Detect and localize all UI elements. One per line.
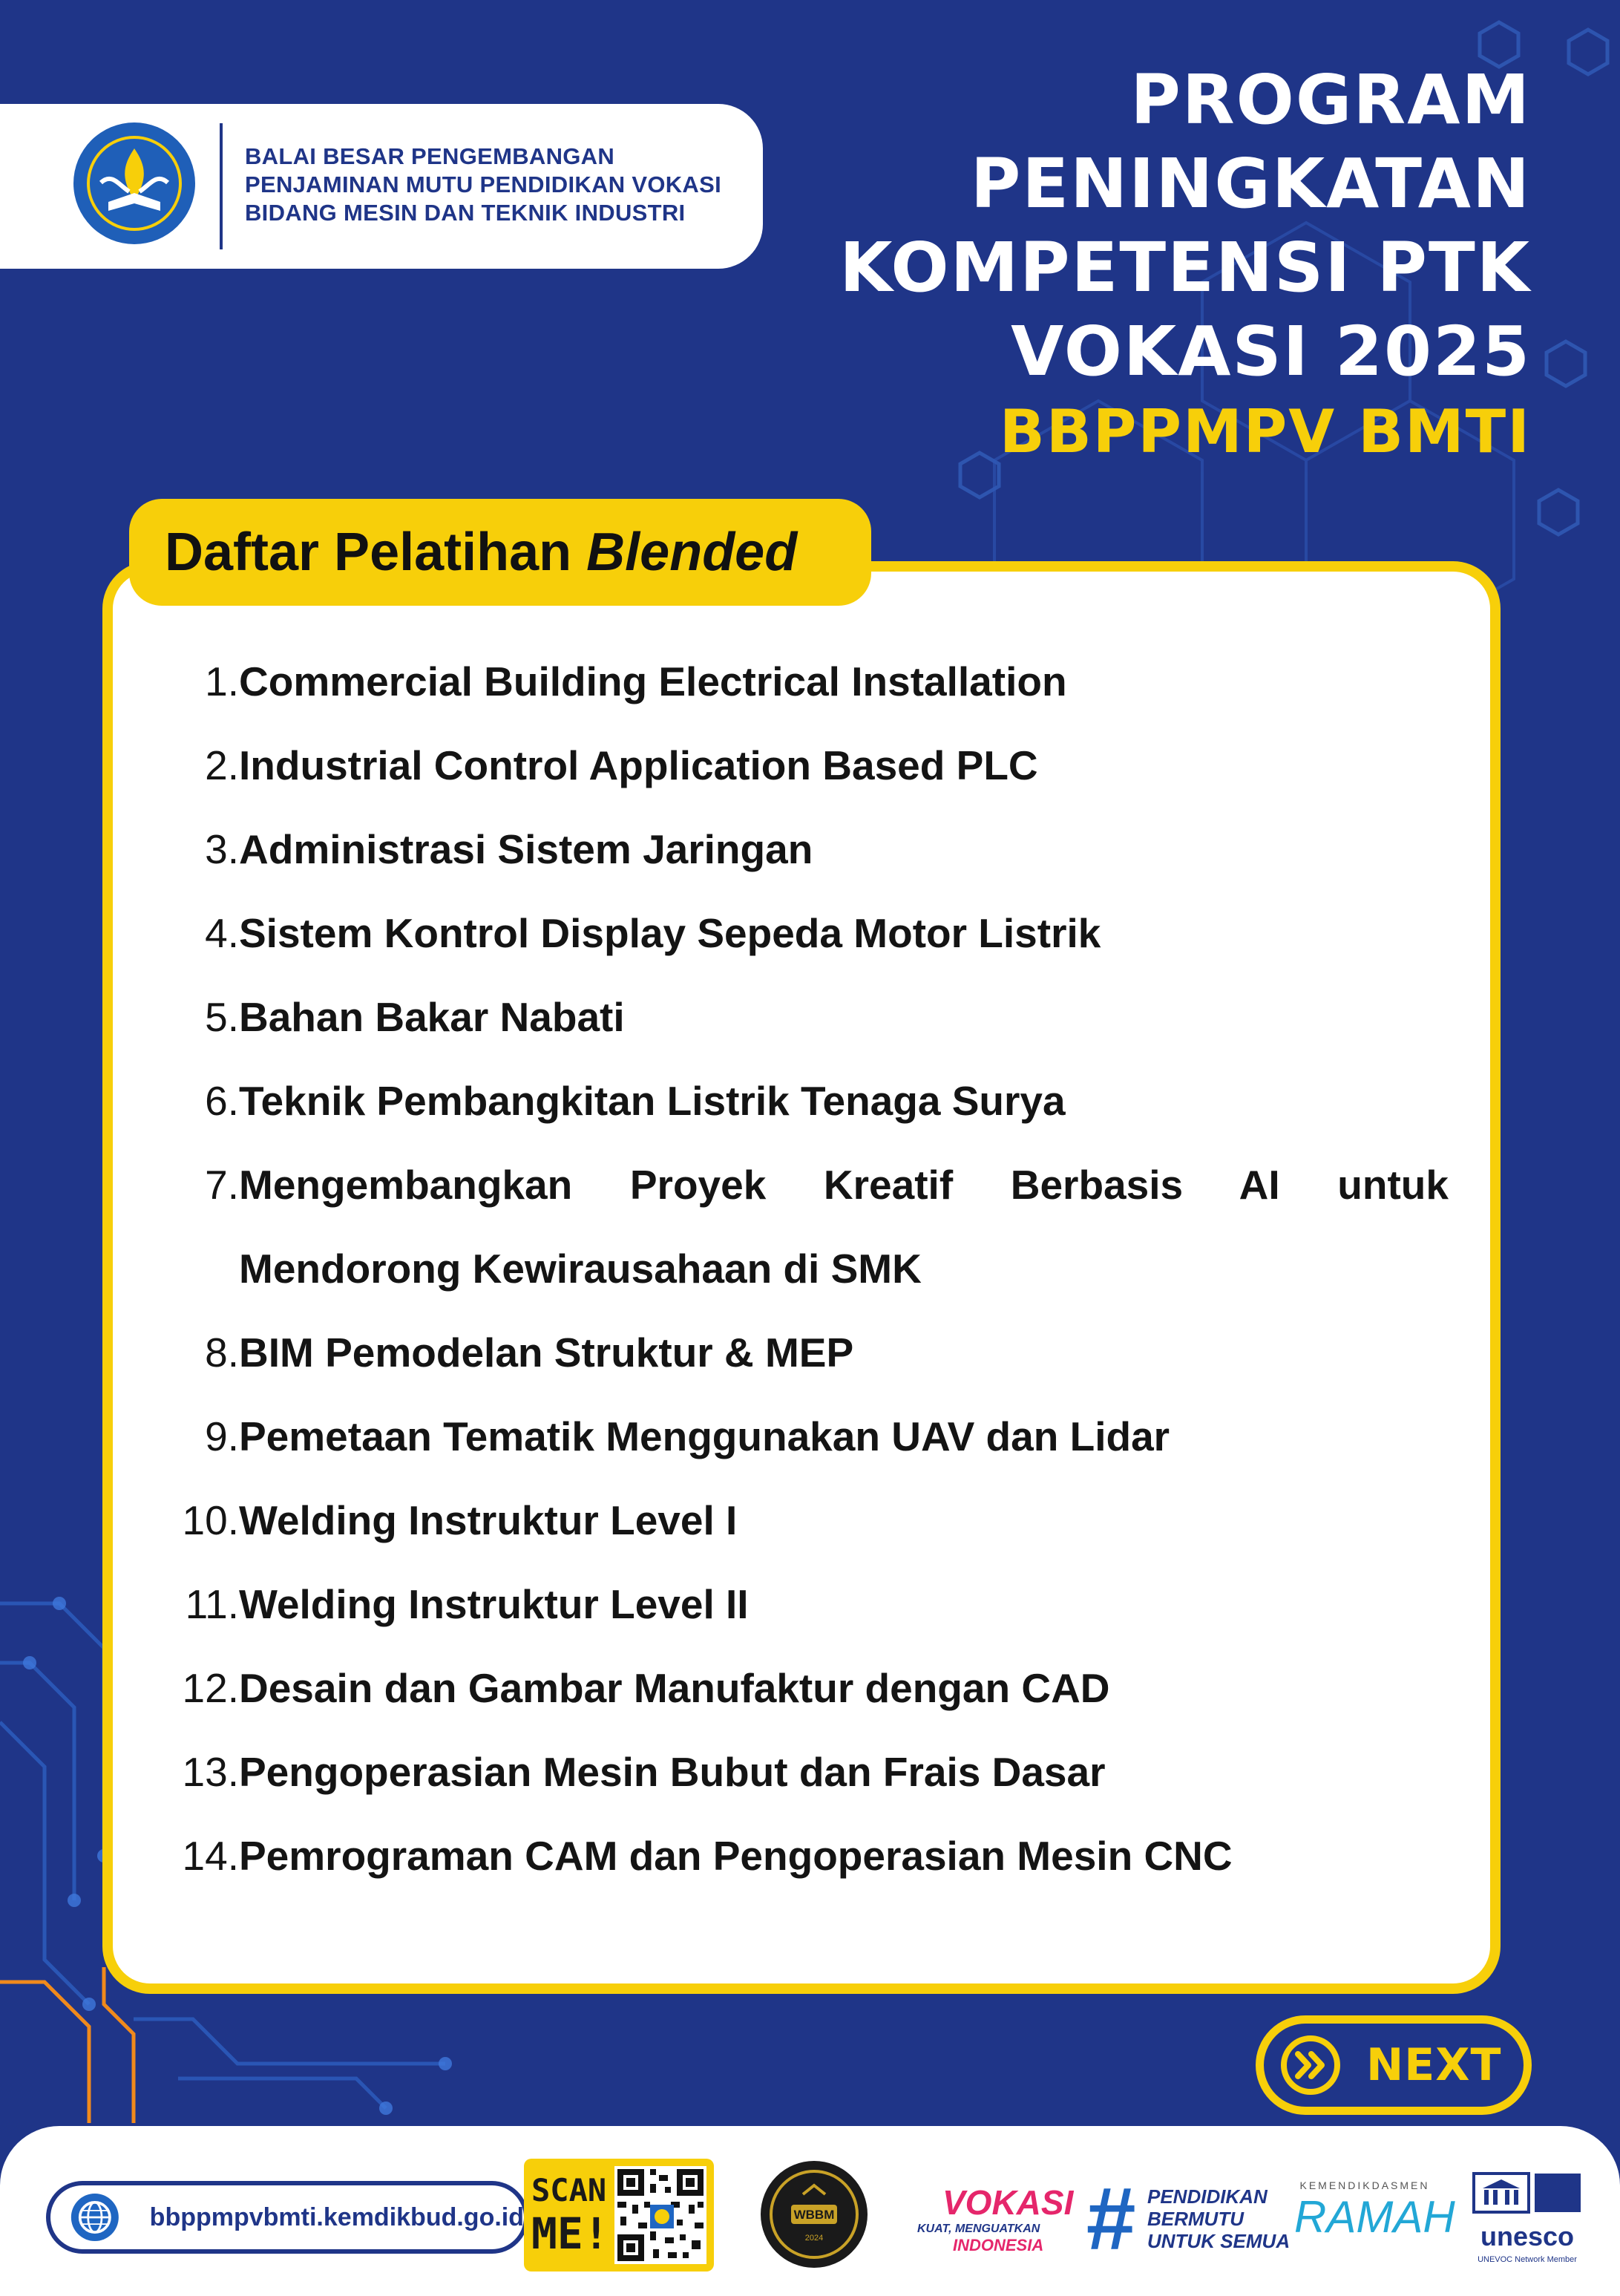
training-title: Mengembangkan Proyek Kreatif Berbasis AI untuk Mendorong Kewirausahaan di SMK	[239, 1162, 1449, 1292]
list-number: 10.	[182, 1497, 239, 1543]
wbbm-text: WBBM	[793, 2208, 835, 2222]
list-item	[148, 1814, 1449, 1898]
section-title-text: Daftar Pelatihan	[165, 523, 572, 582]
training-title: Bahan Bakar Nabati	[239, 994, 625, 1040]
wbbm-badge-graphic	[758, 2159, 870, 2270]
list-item	[148, 1479, 1449, 1563]
unesco-sub: UNEVOC Network Member	[1478, 2255, 1577, 2264]
scan-label	[531, 2169, 609, 2259]
list-number: 4.	[205, 910, 239, 956]
qr-code	[614, 2166, 706, 2264]
training-list	[148, 640, 1449, 1898]
list-item	[148, 1563, 1449, 1646]
vokasi-country: INDONESIA	[953, 2236, 1044, 2254]
institution-line: PENJAMINAN MUTU PENDIDIKAN VOKASI	[245, 171, 721, 197]
logo-divider	[220, 123, 223, 249]
unesco-main: unesco	[1480, 2221, 1575, 2251]
institution-name	[245, 143, 721, 227]
list-number: 5.	[205, 994, 239, 1040]
training-title: Administrasi Sistem Jaringan	[239, 826, 813, 872]
institution-line: BALAI BESAR PENGEMBANGAN	[245, 143, 615, 169]
list-item	[148, 1311, 1449, 1395]
headline-line: KOMPETENSI PTK	[839, 228, 1531, 307]
training-title: BIM Pemodelan Struktur & MEP	[239, 1329, 854, 1376]
list-item	[148, 975, 1449, 1059]
list-item	[148, 640, 1449, 724]
list-number: 9.	[205, 1413, 239, 1459]
footer-bar	[0, 2126, 1620, 2296]
training-title: Industrial Control Application Based PLC	[239, 742, 1038, 788]
list-number: 2.	[205, 742, 239, 788]
globe-icon	[70, 2190, 120, 2245]
list-number: 11.	[185, 1581, 239, 1627]
list-item	[148, 1646, 1449, 1730]
website-link-inner	[50, 2185, 524, 2249]
vokasi-tagline: KUAT, MENGUATKAN	[917, 2223, 1040, 2235]
list-item	[148, 808, 1449, 892]
headline-line: PROGRAM	[1130, 60, 1531, 140]
list-item	[148, 1395, 1449, 1479]
training-title: Commercial Building Electrical Installation	[239, 658, 1067, 704]
ramah-main: RAMAH	[1294, 2192, 1455, 2242]
training-title: Sistem Kontrol Display Sepeda Motor Listrik	[239, 910, 1101, 956]
list-item	[148, 1143, 1449, 1311]
pbu-line: PENDIDIKAN	[1147, 2185, 1268, 2208]
list-number: 1.	[205, 658, 239, 704]
list-number: 12.	[182, 1665, 239, 1711]
unesco-temple-icon	[1468, 2169, 1587, 2217]
next-label: NEXT	[1366, 2039, 1502, 2091]
pbu-line: UNTUK SEMUA	[1147, 2230, 1291, 2252]
ramah-top: KEMENDIKDASMEN	[1299, 2179, 1430, 2191]
training-title: Desain dan Gambar Manufaktur dengan CAD	[239, 1665, 1110, 1711]
wbbm-year: 2024	[804, 2234, 824, 2243]
list-item	[148, 724, 1449, 808]
list-item	[148, 892, 1449, 975]
training-title: Welding Instruktur Level II	[239, 1581, 749, 1627]
institution-logo-bar	[0, 104, 763, 269]
section-title-tab	[129, 499, 871, 606]
section-title	[165, 522, 797, 583]
training-title: Pengoperasian Mesin Bubut dan Frais Dasar	[239, 1749, 1106, 1795]
wbbm-badge	[758, 2159, 870, 2270]
scan-line: ME!	[531, 2208, 609, 2259]
hashtag-icon: #	[1085, 2169, 1135, 2269]
next-button[interactable]	[1256, 2015, 1532, 2115]
unesco-logo	[1468, 2169, 1587, 2280]
list-number: 3.	[205, 826, 239, 872]
section-title-italic: Blended	[586, 523, 798, 582]
pbu-line: BERMUTU	[1147, 2208, 1244, 2230]
scan-line: SCAN	[531, 2172, 607, 2208]
vokasi-word: VOKASI	[942, 2183, 1074, 2222]
list-number: 8.	[205, 1329, 239, 1376]
pendidikan-bermutu-logo	[1085, 2169, 1291, 2269]
institution-line: BIDANG MESIN DAN TEKNIK INDUSTRI	[245, 200, 686, 226]
list-number: 14.	[182, 1833, 239, 1879]
scan-qr-box[interactable]	[524, 2159, 714, 2272]
vokasi-logo	[910, 2181, 1074, 2255]
double-chevron-right-icon	[1280, 2035, 1341, 2096]
list-number: 13.	[182, 1749, 239, 1795]
list-number: 7.	[205, 1162, 239, 1208]
training-title: Pemetaan Tematik Menggunakan UAV dan Lidar	[239, 1413, 1170, 1459]
list-number: 6.	[205, 1078, 239, 1124]
training-title: Teknik Pembangkitan Listrik Tenaga Surya	[239, 1078, 1066, 1124]
program-headline	[839, 58, 1531, 471]
website-url: bbppmpvbmti.kemdikbud.go.id	[149, 2202, 524, 2231]
list-item	[148, 1059, 1449, 1143]
list-item	[148, 1730, 1449, 1814]
tut-wuri-handayani-emblem	[71, 120, 197, 246]
training-title: Pemrograman CAM dan Pengoperasian Mesin CNC	[239, 1833, 1233, 1879]
ramah-logo	[1294, 2179, 1455, 2261]
headline-subtitle: BBPPMPV BMTI	[999, 397, 1531, 466]
training-title: Welding Instruktur Level I	[239, 1497, 738, 1543]
website-link[interactable]	[46, 2181, 528, 2254]
headline-line: VOKASI 2025	[1011, 312, 1531, 391]
headline-line: PENINGKATAN	[970, 144, 1531, 223]
